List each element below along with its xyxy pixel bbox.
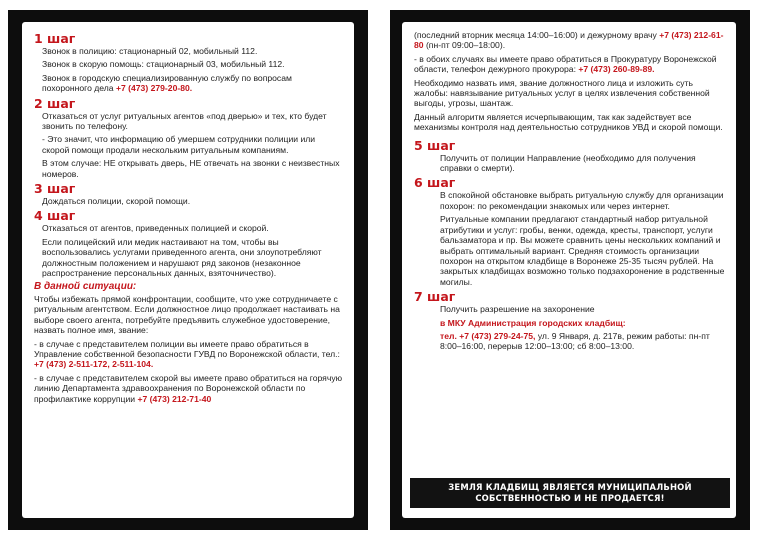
left-page — [8, 10, 368, 530]
warning-banner — [410, 478, 730, 508]
step-4-text-2: Если полицейский или медик настаивают на том, чтобы вы воспользовались услугами приведенного агента, они злоупотребляют должностным положением и нарушают ряд законов (незаконное распространение персональных данных, взяточничество). — [42, 236, 322, 279]
cemetery-admin-phone: тел. +7 (473) 279-24-75, — [440, 330, 536, 341]
step-4-text-1: Отказаться от агентов, приведенных полицией и скорой. — [42, 223, 269, 234]
intro-text-2: - в обоих случаях вы имеете право обратиться в Прокуратуру Воронежской области, телефон дежурного прокурора: +7 (473) 260-89-89. — [414, 53, 717, 75]
step-6-title: 6 шаг — [414, 175, 456, 191]
step-5-title: 5 шаг — [414, 137, 456, 153]
intro-text-4: Данный алгоритм является исчерпывающим, так как задействует все механизмы контроля над деятельностью сотрудников УВД и скорой помощи. — [414, 111, 723, 133]
intro-text-3: Необходимо назвать имя, звание должностного лица и изложить суть жалобы: навязывание ритуальных услуг в целях извлечения собственной выгоды, угрозы, шантаж. — [414, 77, 710, 109]
step-1-line-2: Звонок в скорую помощь: стационарный 03, мобильный 112. — [42, 59, 285, 70]
step-7-text-1: Получить разрешение на захоронение — [440, 304, 595, 315]
step-2-text-1: Отказаться от услуг ритуальных агентов «под дверью» и тех, кто будет звонить по телефону. — [42, 110, 327, 132]
step-2-title: 2 шаг — [34, 95, 76, 111]
step-2-text-3: В этом случае: НЕ открывать дверь, НЕ отвечать на звонки с неизвестных номеров. — [42, 158, 340, 179]
situation-text-2: - в случае с представителем полиции вы имеете право обратиться в Управление собственной безопасности ГУВД по Воронежской области, тел.: +7 (473) 2-511-172, 2-511-104. — [34, 338, 340, 370]
step-4-title: 4 шаг — [34, 208, 76, 224]
funeral-service-phone: +7 (473) 279-20-80. — [115, 83, 193, 94]
step-3-text-1: Дождаться полиции, скорой помощи. — [42, 196, 191, 207]
step-6-text-2: Ритуальные компании предлагают стандартный набор ритуальной атрибутики и услуг: гробы, венки, одежда, кресты, транспорт, услуги бальзаматора и пр. Вы можете сравнить цены нескольких компаний и выбрать оптимальный вариант. Средняя стоимость организации похорон на открытом кладбище в Воронеже 25-35 тысяч рублей. На закрытых кладбищах возможно только подзахоронение в родственные могилы. — [440, 214, 725, 287]
step-7-contacts: тел. +7 (473) 279-24-75, ул. 9 Января, д. 217в, режим работы: пн-пт 8:00–16:00, перерыв 12:00–13:00; сб 8:00–13:00. — [440, 330, 710, 352]
step-2-text-2: - Это значит, что информацию об умершем сотрудники полиции или скорой помощи продали нескольким ритуальным компаниям. — [42, 134, 316, 155]
step-3-title: 3 шаг — [34, 181, 76, 197]
banner-line-1: ЗЕМЛЯ КЛАДБИЩ ЯВЛЯЕТСЯ МУНИЦИПАЛЬНОЙ — [448, 482, 692, 492]
step-7-org: в МКУ Администрация городских кладбищ: — [440, 317, 626, 328]
security-dept-phone: +7 (473) 2-511-172, 2-511-104. — [34, 359, 154, 370]
prosecutor-phone: +7 (473) 260-89-89. — [578, 64, 655, 75]
intro-text-1: (последний вторник месяца 14:00–16:00) и дежурному врачу +7 (473) 212-61-80 (пн-пт 09:00–18:00). — [414, 30, 724, 51]
right-page — [390, 10, 750, 530]
banner-line-2: СОБСТВЕННОСТЬЮ И НЕ ПРОДАЕТСЯ! — [475, 493, 665, 503]
doctor-phone: +7 (473) 212-61-80 — [414, 30, 724, 51]
situation-text-1: Чтобы избежать прямой конфронтации, сообщите, что уже сотрудничаете с ритуальным агентством. Если должностное лицо продолжает настаивать на выборе своего агента, потребуйте предъявить служебное удостоверение, назвать полное имя, звание: — [34, 293, 340, 336]
situation-text-3: - в случае с представителем скорой вы имеете право обратиться на горячую линию Департамента здравоохранения по Воронежской области по профилактике коррупции +7 (473) 212-71-40 — [34, 372, 343, 404]
step-5-text-1: Получить от полиции Направление (необходимо для получения справки о смерти). — [440, 152, 696, 174]
step-7-title: 7 шаг — [414, 289, 456, 305]
step-1-line-3: Звонок в городскую специализированную службу по вопросам похоронного дела +7 (473) 279-20-80. — [42, 72, 292, 94]
health-dept-phone: +7 (473) 212-71-40 — [137, 393, 212, 404]
step-6-text-1: В спокойной обстановке выбрать ритуальную службу для организации похорон: по рекомендации знакомых или через интернет. — [440, 190, 724, 211]
step-1-line-1: Звонок в полицию: стационарный 02, мобильный 112. — [42, 46, 258, 56]
situation-title: В данной ситуации: — [34, 280, 137, 292]
step-1-title: 1 шаг — [34, 31, 76, 46]
left-panel — [22, 22, 354, 518]
right-panel — [402, 22, 736, 518]
